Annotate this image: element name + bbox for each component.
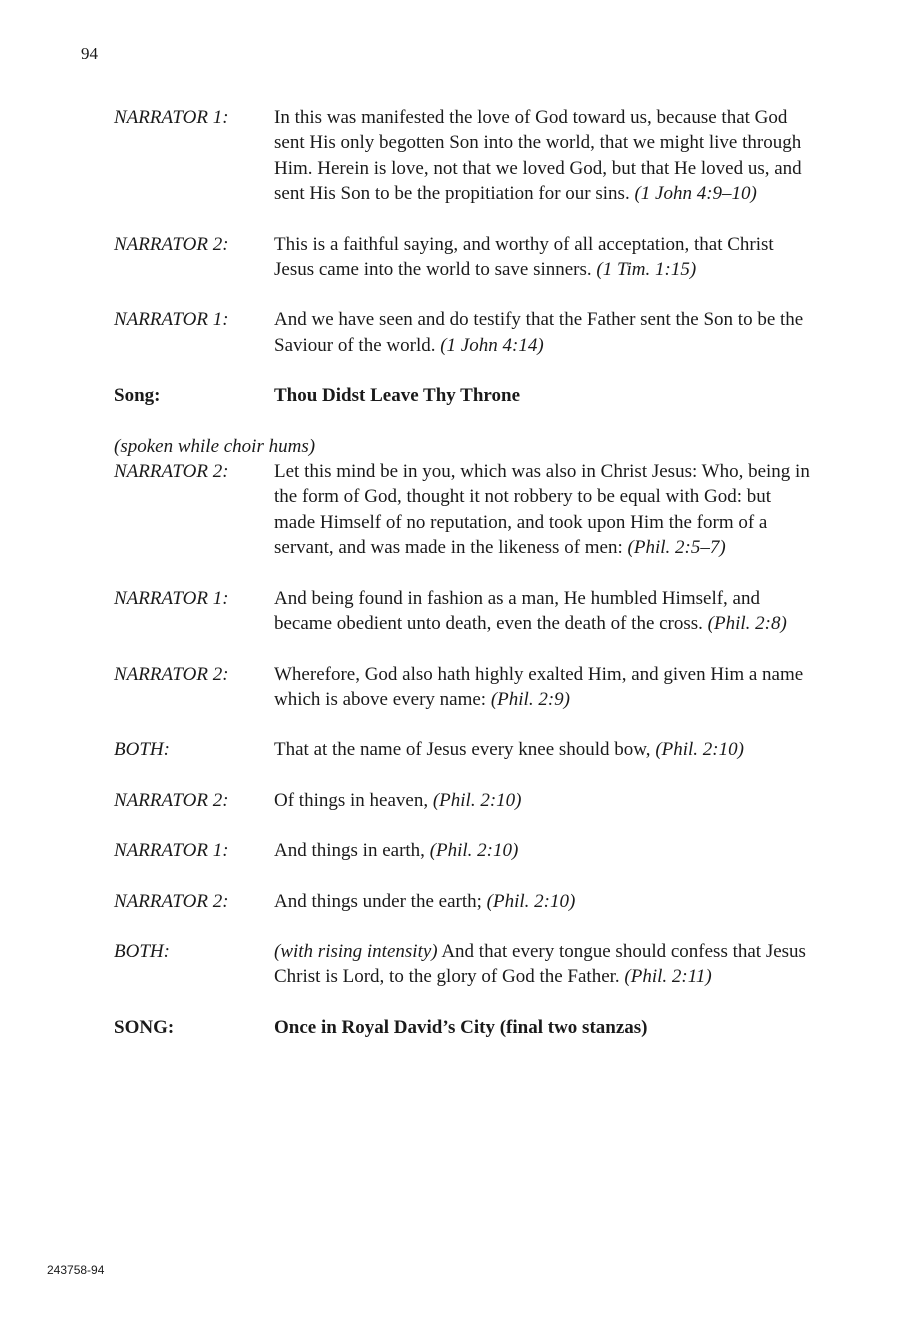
spoken-line: [274, 788, 814, 813]
line-text: Let this mind be in you, which was also in Christ Jesus: Who, being in the form of God, thought it not robbery to be equal with God: but made Himself of no reputation, and took upon Him the form of a servant, and was made in the likeness of men:: [274, 461, 810, 559]
speaker-label: NARRATOR 2:: [114, 461, 229, 483]
spoken-line: [274, 737, 814, 762]
spoken-line: [274, 307, 814, 358]
spoken-line: [274, 586, 814, 637]
speaker-label: NARRATOR 1:: [114, 309, 229, 331]
spoken-line: [274, 889, 814, 914]
speaker-label: BOTH:: [114, 940, 170, 962]
scripture-reference: (Phil. 2:11): [624, 966, 712, 988]
script-entry: [114, 307, 814, 358]
line-text: Of things in heaven,: [274, 789, 429, 811]
scripture-reference: (Phil. 2:10): [655, 739, 744, 761]
song-title: Once in Royal David’s City (final two stanzas): [274, 1016, 648, 1038]
speaker-label: NARRATOR 1:: [114, 587, 229, 609]
script-entry: [114, 788, 814, 813]
scripture-reference: (Phil. 2:5–7): [627, 537, 726, 559]
line-text: In this was manifested the love of God toward us, because that God sent His only begotten Son into the world, that we might live through Him. Herein is love, not that we loved God, but that He loved us, and sent His Son to be the propitiation for our sins.: [274, 107, 802, 205]
song-label: SONG:: [114, 1016, 175, 1038]
line-text: And things under the earth;: [274, 890, 482, 912]
line-text: And we have seen and do testify that the Father sent the Son to be the Saviour of the world.: [274, 309, 804, 356]
scripture-reference: (1 John 4:9–10): [634, 183, 757, 205]
speaker-label: NARRATOR 2:: [114, 663, 229, 685]
script-entry: [114, 662, 814, 713]
script-entry: [114, 232, 814, 283]
scripture-reference: (Phil. 2:10): [429, 840, 519, 862]
spoken-line: [274, 105, 814, 207]
scripture-reference: (Phil. 2:10): [432, 789, 522, 811]
song-label: Song:: [114, 385, 161, 407]
stage-direction: (spoken while choir hums): [114, 435, 316, 457]
spoken-line: [274, 662, 814, 713]
script-entry: [114, 586, 814, 637]
speaker-label: NARRATOR 1:: [114, 840, 229, 862]
song-title: Thou Didst Leave Thy Throne: [274, 385, 521, 407]
scripture-reference: (Phil. 2:10): [486, 890, 576, 912]
scripture-reference: (1 John 4:14): [440, 334, 544, 356]
line-text: That at the name of Jesus every knee should bow,: [274, 739, 651, 761]
spoken-line: [274, 939, 814, 990]
scripture-reference: (Phil. 2:9): [490, 688, 570, 710]
footer-code: 243758-94: [47, 1263, 105, 1277]
song-cue: [114, 1015, 814, 1040]
script-body: [114, 105, 814, 1040]
song-cue: [114, 383, 814, 408]
speaker-label: NARRATOR 2:: [114, 890, 229, 912]
stage-direction: (with rising intensity): [274, 940, 438, 962]
scripture-reference: (1 Tim. 1:15): [596, 259, 697, 281]
page-number: 94: [81, 44, 98, 63]
spoken-line: [274, 232, 814, 283]
script-entry: [114, 737, 814, 762]
speaker-label: NARRATOR 2:: [114, 233, 229, 255]
spoken-line: [274, 838, 814, 863]
script-entry: [114, 459, 814, 561]
line-text: And that every tongue should confess that Jesus Christ is Lord, to the glory of God the Father.: [274, 940, 806, 988]
line-text: And things in earth,: [274, 840, 425, 862]
line-text: Wherefore, God also hath highly exalted Him, and given Him a name which is above every name:: [274, 663, 804, 710]
spoken-line: [274, 459, 814, 561]
speaker-label: NARRATOR 1:: [114, 107, 229, 128]
scripture-reference: (Phil. 2:8): [707, 613, 787, 635]
script-entry: [114, 838, 814, 863]
speaker-label: BOTH:: [114, 739, 170, 761]
line-text: And being found in fashion as a man, He humbled Himself, and became obedient unto death, even the death of the cross.: [274, 587, 760, 635]
line-text: This is a faithful saying, and worthy of all acceptation, that Christ Jesus came into the world to save sinners.: [274, 233, 774, 281]
script-entry: [114, 105, 814, 207]
speaker-label: NARRATOR 2:: [114, 789, 229, 811]
script-entry: [114, 889, 814, 914]
script-entry: [114, 939, 814, 990]
